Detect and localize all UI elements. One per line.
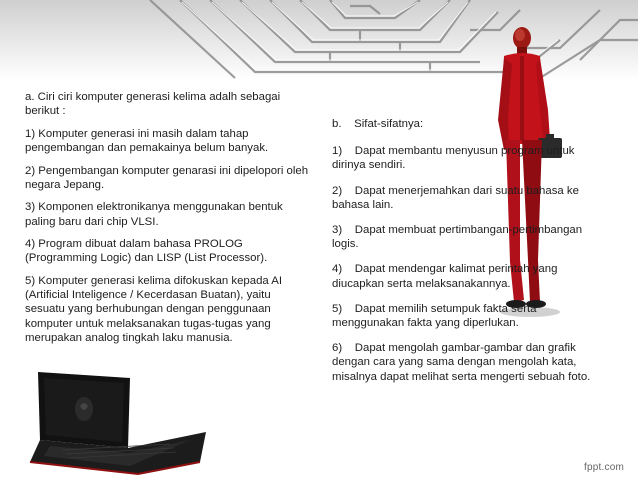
right-item: 4) Dapat mendengar kalimat perintah yang diucapkan serta melaksanakannya. bbox=[332, 263, 561, 290]
left-item: 2) Pengembangan komputer genarasi ini dipelopori oleh negara Jepang. bbox=[25, 164, 309, 191]
fppt-watermark: fppt.com bbox=[584, 462, 624, 473]
left-item: 1) Komputer generasi ini masih dalam tahap pengembangan dan pemakainya belum banyak. bbox=[25, 127, 269, 154]
left-intro: a. Ciri ciri komputer generasi kelima adalh sebagai berikut : bbox=[25, 91, 281, 118]
right-item: 6) Dapat mengolah gambar-gambar dan grafik dengan cara yang sama dengan mengolah kata, misalnya dapat melihat serta mengerti sebuah foto. bbox=[332, 342, 591, 383]
right-item: 2) Dapat menerjemahkan dari suatu bahasa ke bahasa lain. bbox=[332, 184, 583, 211]
laptop-image bbox=[10, 370, 210, 475]
right-item: 1) Dapat membantu menyusun program untuk dirinya sendiri. bbox=[332, 145, 578, 172]
left-item: 4) Program dibuat dalam bahasa PROLOG (Programming Logic) dan LISP (List Processor). bbox=[25, 238, 268, 265]
right-item: 5) Dapat memilih setumpuk fakta serta menggunakan fakta yang diperlukan. bbox=[332, 302, 540, 330]
right-item: 3) Dapat membuat pertimbangan-pertimbangan logis. bbox=[332, 224, 586, 251]
right-text-column bbox=[332, 117, 597, 395]
right-heading: b. Sifat-sifatnya: bbox=[332, 118, 424, 130]
left-item: 3) Komponen elektronikanya menggunakan bentuk paling baru dari chip VLSI. bbox=[25, 201, 283, 228]
left-item: 5) Komputer generasi kelima difokuskan kepada AI (Artificial Inteligence / Kecerdasan Buatan), yaitu sesuatu yang berhubungan dengan penggunaan komputer untuk melaksanakan tugas-tugas yang merupakan analog tingkah laku manusia. bbox=[25, 274, 283, 344]
left-text-column bbox=[25, 90, 310, 353]
